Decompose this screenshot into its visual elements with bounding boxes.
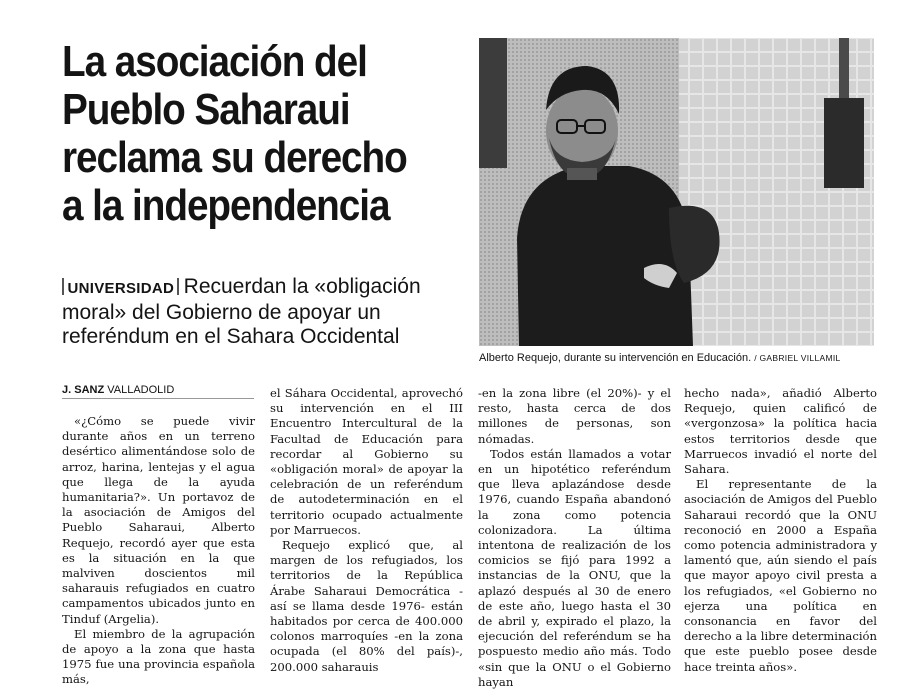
byline-author: J. SANZ: [62, 384, 105, 396]
speaker-photo: [479, 38, 874, 346]
deck-line: referéndum en el Sahara Occidental: [62, 325, 400, 348]
divider: [62, 278, 64, 295]
deck-line: [62, 275, 462, 301]
section-tag: UNIVERSIDAD: [67, 280, 175, 297]
article-paragraph: el Sáhara Occidental, aprovechó su intervención en el III Encuentro Intercultural de la Facultad de Educación para recordar al Gobierno su «obligación moral» de apoyar la celebración de un referéndum de autodeterminación en el territorio ocupado actualmente por Marruecos.: [270, 386, 463, 537]
deck-line: moral» del Gobierno de apoyar un: [62, 301, 381, 324]
byline-divider: [62, 398, 254, 399]
headline: [62, 38, 423, 230]
headline-line: a la independencia: [62, 181, 390, 230]
byline-location: VALLADOLID: [107, 384, 175, 396]
article-column-1: [62, 414, 255, 688]
subheadline: [62, 275, 462, 349]
headline-line: La asociación del: [62, 37, 367, 86]
byline: [62, 384, 174, 396]
article-paragraph: El miembro de la agrupación de apoyo a la zona que hasta 1975 fue una provincia española más,: [62, 626, 255, 687]
article-paragraph: «¿Cómo se puede vivir durante años en un terreno desértico alimentándose solo de arroz, harina, lentejas y el agua que llega de la ayuda humanitaria?». Un portavoz de la asociación de Amigos del Pueblo Saharaui, Alberto Requejo, recordó ayer que esta es la situación en la que malviven doscientos mil saharauis refugiados en cuatro campamentos ubicados junto en Tinduf (Argelia).: [62, 414, 255, 626]
article-column-3: [478, 386, 671, 690]
article-paragraph: Requejo explicó que, al margen de los refugiados, los territorios de la República Árabe Saharaui Democrática -así se llama desde 1976- están habitados por cerca de 400.000 colonos marroquíes -en la zona ocupada (el 80% del país)-, 200.000 saharauis: [270, 538, 463, 674]
headline-line: reclama su derecho: [62, 133, 407, 182]
headline-line: Pueblo Saharaui: [62, 85, 350, 134]
deck-text: Recuerdan la «obligación: [183, 275, 421, 298]
article-column-2: [270, 386, 463, 675]
article-paragraph: Todos están llamados a votar en un hipotético referéndum que lleva aplazándose desde 1976, cuando España abandonó la zona como potencia colonizadora. La última intentona de realización de los comicios se fijó para 1992 a instancias de la ONU, que la aplazó después al 30 de enero de este año, luego hasta el 30 de abril y, expirado el plazo, la ejecución del referéndum se ha pospuesto medio año más. Todo «sin que la ONU o el Gobierno hayan: [478, 446, 671, 689]
photo-credit: / GABRIEL VILLAMIL: [754, 353, 841, 363]
photo-caption: [479, 352, 874, 364]
article-paragraph: -en la zona libre (el 20%)- y el resto, hasta cerca de dos millones de personas, son nómadas.: [478, 386, 671, 446]
article-column-4: [684, 386, 877, 675]
caption-text: Alberto Requejo, durante su intervención en Educación.: [479, 352, 752, 364]
divider: [177, 278, 179, 295]
article-paragraph: hecho nada», añadió Alberto Requejo, quien calificó de «vergonzosa» la política hacia estos territorios desde que Marruecos invadió el norte del Sahara.: [684, 386, 877, 477]
article-paragraph: El representante de la asociación de Amigos del Pueblo Saharaui recordó que la ONU reconoció en 2000 a España como potencia administradora y lamentó que, aún siendo el país que mayor apoyo civil presta a los refugiados, «el Gobierno no ejerza una política en consonancia en favor del derecho a la libre determinación que este pueblo posee desde hace treinta años».: [684, 477, 877, 674]
speaker-photo-illustration: [479, 38, 874, 346]
